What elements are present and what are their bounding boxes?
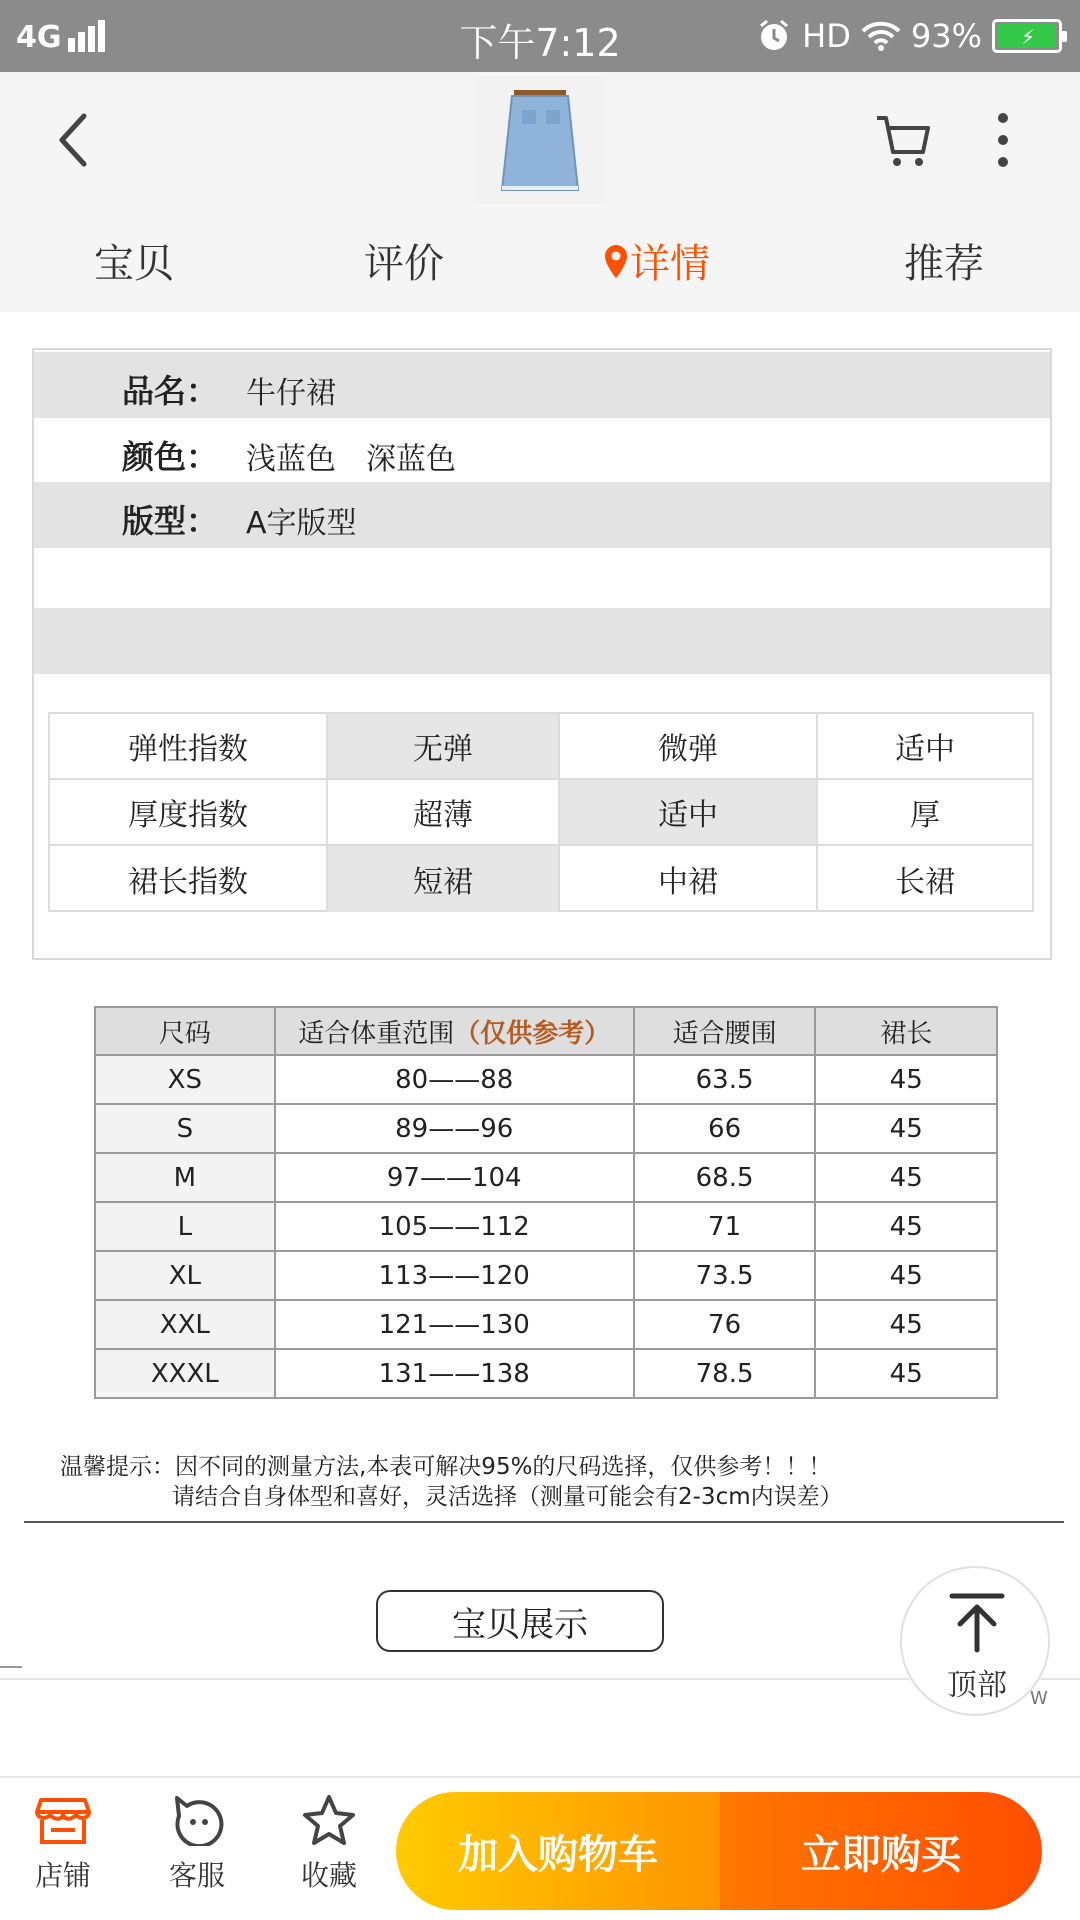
waist-cell: 68.5 xyxy=(634,1153,816,1202)
attr-row-empty xyxy=(34,608,1050,674)
table-header-row xyxy=(95,1007,997,1055)
more-icon[interactable] xyxy=(996,110,1010,170)
back-to-top-label: 顶部 xyxy=(947,1668,1007,1703)
back-to-top-button[interactable] xyxy=(900,1566,1050,1716)
alarm-icon xyxy=(756,18,792,54)
service-label: 客服 xyxy=(168,1859,225,1892)
attr-value: 浅蓝色 深蓝色 xyxy=(246,442,456,477)
service-icon xyxy=(169,1794,225,1846)
attr-row-fit xyxy=(34,482,1050,548)
index-option: 中裙 xyxy=(560,846,818,912)
table-row xyxy=(95,1104,997,1153)
battery-percent: 93% xyxy=(910,17,982,55)
index-option: 短裙 xyxy=(328,846,560,912)
length-cell: 45 xyxy=(815,1251,997,1300)
waist-cell: 78.5 xyxy=(634,1349,816,1398)
back-icon[interactable] xyxy=(52,110,92,170)
table-row xyxy=(95,1349,997,1398)
header-waist: 适合腰围 xyxy=(634,1007,816,1055)
table-row xyxy=(95,1251,997,1300)
header-weight xyxy=(275,1007,634,1055)
length-cell: 45 xyxy=(815,1300,997,1349)
tab-details-label: 详情 xyxy=(630,241,710,287)
index-label: 弹性指数 xyxy=(50,714,328,780)
tab-reviews[interactable]: 评价 xyxy=(364,241,444,287)
product-header xyxy=(0,72,1080,312)
cart-icon[interactable] xyxy=(874,110,932,170)
index-option: 厚 xyxy=(818,780,1032,846)
product-thumbnail[interactable] xyxy=(474,76,606,204)
index-option: 微弹 xyxy=(560,714,818,780)
weight-cell: 97——104 xyxy=(275,1153,634,1202)
buy-now-button[interactable]: 立即购买 xyxy=(720,1792,1042,1910)
product-attributes-panel xyxy=(32,348,1052,960)
attr-value: 牛仔裙 xyxy=(246,376,336,411)
size-cell: M xyxy=(95,1153,275,1202)
tab-details[interactable] xyxy=(602,232,710,289)
weight-cell: 80——88 xyxy=(275,1055,634,1104)
star-icon xyxy=(301,1794,357,1846)
size-cell: XXXL xyxy=(95,1349,275,1398)
length-cell: 45 xyxy=(815,1153,997,1202)
tab-baobei[interactable]: 宝贝 xyxy=(94,241,174,287)
index-grid xyxy=(48,712,1034,912)
favorite-label: 收藏 xyxy=(300,1859,357,1892)
table-row xyxy=(95,1153,997,1202)
waist-cell: 76 xyxy=(634,1300,816,1349)
waist-cell: 66 xyxy=(634,1104,816,1153)
weight-cell: 121——130 xyxy=(275,1300,634,1349)
size-tip-line-2: 请结合自身体型和喜好，灵活选择（测量可能会有2-3cm内误差） xyxy=(172,1484,843,1510)
length-cell: 45 xyxy=(815,1055,997,1104)
table-row xyxy=(95,1300,997,1349)
store-label: 店铺 xyxy=(34,1859,91,1892)
divider xyxy=(24,1521,1064,1523)
weight-cell: 89——96 xyxy=(275,1104,634,1153)
watermark: W xyxy=(1030,1688,1048,1709)
weight-cell: 113——120 xyxy=(275,1251,634,1300)
header-length: 裙长 xyxy=(815,1007,997,1055)
denim-skirt-image xyxy=(474,76,606,204)
tab-recommend[interactable]: 推荐 xyxy=(904,241,984,287)
network-type: 4G xyxy=(16,20,62,55)
index-option: 适中 xyxy=(818,714,1032,780)
attr-value: A字版型 xyxy=(246,506,357,541)
clock: 下午7:12 xyxy=(459,21,621,65)
size-cell: XS xyxy=(95,1055,275,1104)
length-cell: 45 xyxy=(815,1349,997,1398)
weight-cell: 105——112 xyxy=(275,1202,634,1251)
waist-cell: 63.5 xyxy=(634,1055,816,1104)
attr-key: 颜色： xyxy=(122,438,219,476)
index-label: 裙长指数 xyxy=(50,846,328,912)
size-chart-table xyxy=(94,1006,998,1399)
index-option: 长裙 xyxy=(895,865,955,900)
store-button[interactable] xyxy=(8,1794,118,1894)
size-cell: XXL xyxy=(95,1300,275,1349)
battery-icon: ⚡ xyxy=(992,19,1062,53)
size-tip-line-1: 温馨提示：因不同的测量方法,本表可解决95%的尺码选择，仅供参考！！！ xyxy=(60,1454,832,1480)
attr-key: 版型： xyxy=(122,502,219,540)
index-option: 无弹 xyxy=(328,714,560,780)
index-label: 厚度指数 xyxy=(50,780,328,846)
favorite-button[interactable] xyxy=(274,1794,384,1894)
size-cell: S xyxy=(95,1104,275,1153)
attr-row-color xyxy=(34,418,1050,484)
status-bar xyxy=(0,0,1080,72)
size-cell: XL xyxy=(95,1251,275,1300)
waist-cell: 73.5 xyxy=(634,1251,816,1300)
header-size: 尺码 xyxy=(95,1007,275,1055)
add-to-cart-button[interactable]: 加入购物车 xyxy=(396,1792,720,1910)
length-cell: 45 xyxy=(815,1202,997,1251)
hd-label: HD xyxy=(802,17,851,55)
table-row xyxy=(95,1055,997,1104)
location-pin-icon xyxy=(602,243,630,281)
header-weight-note: （仅供参考） xyxy=(454,1018,611,1049)
product-showcase-button[interactable]: 宝贝展示 xyxy=(376,1590,664,1652)
table-row xyxy=(95,1202,997,1251)
store-icon xyxy=(35,1794,91,1846)
attr-row-empty xyxy=(34,548,1050,614)
wifi-icon xyxy=(861,20,901,52)
attr-row-name xyxy=(34,352,1050,418)
customer-service-button[interactable] xyxy=(142,1794,252,1894)
weight-cell: 131——138 xyxy=(275,1349,634,1398)
size-cell: L xyxy=(95,1202,275,1251)
index-option: 适中 xyxy=(560,780,818,846)
divider xyxy=(0,1666,22,1668)
index-option: 超薄 xyxy=(328,780,560,846)
waist-cell: 71 xyxy=(634,1202,816,1251)
length-cell: 45 xyxy=(815,1104,997,1153)
header-weight-label: 适合体重范围 xyxy=(298,1018,455,1049)
bottom-action-bar xyxy=(0,1776,1080,1920)
arrow-up-icon xyxy=(948,1592,1006,1654)
attr-key: 品名： xyxy=(122,372,219,410)
